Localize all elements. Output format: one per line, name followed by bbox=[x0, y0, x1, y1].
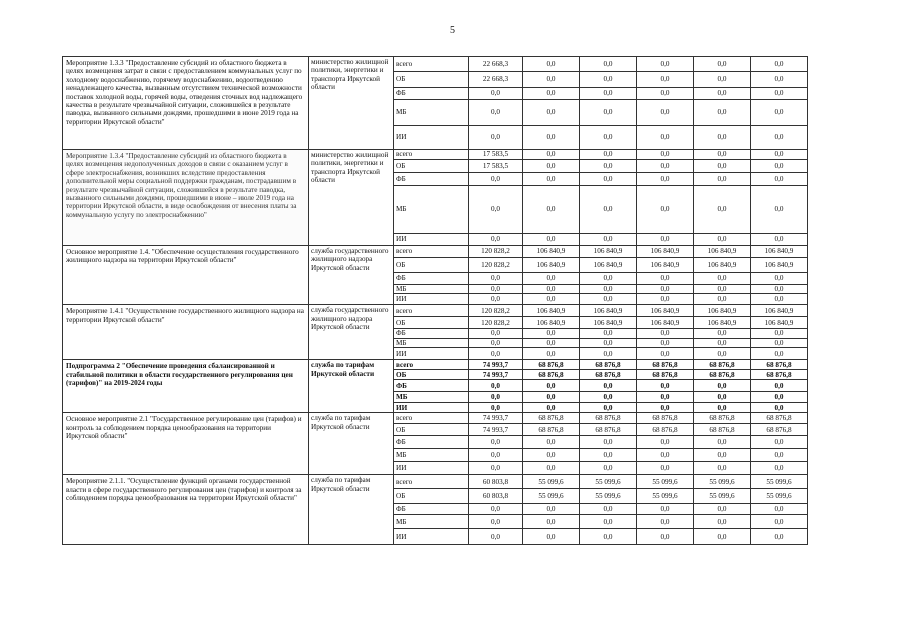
value-cell: 0,0 bbox=[694, 100, 751, 126]
value-cell: 74 993,7 bbox=[469, 370, 523, 380]
table-row bbox=[63, 305, 808, 317]
value-cell: 0,0 bbox=[523, 392, 580, 403]
value-cell: 17 583,5 bbox=[469, 150, 523, 160]
value-cell: 0,0 bbox=[637, 160, 694, 173]
value-cell: 0,0 bbox=[637, 100, 694, 126]
value-cell: 0,0 bbox=[694, 234, 751, 246]
value-cell: 0,0 bbox=[523, 449, 580, 462]
value-cell: 68 876,8 bbox=[580, 413, 637, 424]
value-cell: 106 840,9 bbox=[751, 317, 808, 329]
value-cell: 106 840,9 bbox=[523, 317, 580, 329]
value-cell: 0,0 bbox=[580, 100, 637, 126]
value-cell: 0,0 bbox=[523, 529, 580, 545]
value-cell: 106 840,9 bbox=[694, 258, 751, 273]
value-cell: 0,0 bbox=[469, 436, 523, 449]
value-cell: 120 828,2 bbox=[469, 258, 523, 273]
value-cell: 0,0 bbox=[751, 515, 808, 529]
event-title-cell: Мероприятие 2.1.1. "Осуществление функций органами государственной власти в сфере государственного регулирования цен (тарифов) и контроля за соблюдением порядка ценообразования на территории Иркутской области" bbox=[63, 475, 309, 545]
value-cell: 120 828,2 bbox=[469, 246, 523, 258]
value-cell: 0,0 bbox=[637, 57, 694, 72]
value-cell: 0,0 bbox=[637, 462, 694, 475]
value-cell: 106 840,9 bbox=[637, 305, 694, 317]
value-cell: 0,0 bbox=[523, 348, 580, 360]
value-cell: 0,0 bbox=[523, 57, 580, 72]
value-cell: 0,0 bbox=[751, 88, 808, 100]
value-cell: 0,0 bbox=[469, 504, 523, 515]
value-cell: 0,0 bbox=[751, 338, 808, 347]
value-cell: 106 840,9 bbox=[580, 317, 637, 329]
funding-source-cell: всего bbox=[394, 413, 469, 424]
value-cell: 0,0 bbox=[694, 392, 751, 403]
value-cell: 0,0 bbox=[523, 186, 580, 234]
value-cell: 0,0 bbox=[694, 529, 751, 545]
funding-source-cell: ФБ bbox=[394, 380, 469, 392]
value-cell: 0,0 bbox=[637, 329, 694, 338]
value-cell: 68 876,8 bbox=[523, 370, 580, 380]
event-title-cell: Подпрограмма 2 "Обеспечение проведения сбалансированной и стабильной политики в области государственного регулирования цен (тарифов)" на 2019-2024 годы bbox=[63, 360, 309, 413]
value-cell: 0,0 bbox=[580, 504, 637, 515]
value-cell: 0,0 bbox=[637, 403, 694, 413]
value-cell: 0,0 bbox=[694, 338, 751, 347]
value-cell: 0,0 bbox=[694, 186, 751, 234]
event-title-cell: Мероприятие 1.3.3 "Предоставление субсидий из областного бюджета в целях возмещения затрат в связи с предоставлением коммунальных услуг по холодному водоснабжению, горячему водоснабжению, водоотведению ненадлежащего качества, вызванным отсутствием технической возможности поставок холодной воды, горячей воды, отведения сточных вод надлежащего качества в результате чрезвычайной ситуации, сложившейся в результате паводка, вызванного сильными дождями, прошедшими в июне 2019 года на территории Иркутской области" bbox=[63, 57, 309, 150]
value-cell: 0,0 bbox=[580, 380, 637, 392]
value-cell: 0,0 bbox=[580, 529, 637, 545]
value-cell: 0,0 bbox=[469, 449, 523, 462]
value-cell: 0,0 bbox=[469, 294, 523, 305]
value-cell: 55 099,6 bbox=[523, 475, 580, 489]
value-cell: 0,0 bbox=[751, 234, 808, 246]
value-cell: 68 876,8 bbox=[694, 424, 751, 436]
value-cell: 68 876,8 bbox=[694, 370, 751, 380]
value-cell: 0,0 bbox=[523, 403, 580, 413]
value-cell: 0,0 bbox=[580, 436, 637, 449]
value-cell: 0,0 bbox=[469, 462, 523, 475]
value-cell: 0,0 bbox=[694, 57, 751, 72]
budget-table bbox=[62, 56, 808, 545]
value-cell: 0,0 bbox=[580, 234, 637, 246]
value-cell: 0,0 bbox=[580, 72, 637, 88]
value-cell: 0,0 bbox=[523, 88, 580, 100]
value-cell: 0,0 bbox=[469, 338, 523, 347]
value-cell: 0,0 bbox=[751, 285, 808, 294]
page-number: 5 bbox=[450, 25, 455, 36]
value-cell: 0,0 bbox=[580, 126, 637, 150]
value-cell: 0,0 bbox=[751, 462, 808, 475]
funding-source-cell: ИИ bbox=[394, 403, 469, 413]
value-cell: 0,0 bbox=[751, 173, 808, 186]
value-cell: 0,0 bbox=[637, 348, 694, 360]
value-cell: 55 099,6 bbox=[580, 489, 637, 504]
value-cell: 0,0 bbox=[751, 100, 808, 126]
value-cell: 68 876,8 bbox=[694, 360, 751, 370]
value-cell: 22 668,3 bbox=[469, 72, 523, 88]
executor-cell: служба по тарифам Иркутской области bbox=[309, 360, 394, 413]
value-cell: 55 099,6 bbox=[751, 489, 808, 504]
value-cell: 106 840,9 bbox=[751, 246, 808, 258]
value-cell: 0,0 bbox=[580, 57, 637, 72]
value-cell: 55 099,6 bbox=[694, 475, 751, 489]
funding-source-cell: ОБ bbox=[394, 72, 469, 88]
value-cell: 68 876,8 bbox=[751, 360, 808, 370]
table-row bbox=[63, 246, 808, 258]
executor-cell: служба государственного жилищного надзора Иркутской области bbox=[309, 305, 394, 360]
value-cell: 0,0 bbox=[580, 449, 637, 462]
value-cell: 68 876,8 bbox=[637, 424, 694, 436]
funding-source-cell: МБ bbox=[394, 515, 469, 529]
value-cell: 0,0 bbox=[751, 449, 808, 462]
funding-source-cell: всего bbox=[394, 360, 469, 370]
funding-source-cell: всего bbox=[394, 57, 469, 72]
value-cell: 0,0 bbox=[580, 329, 637, 338]
value-cell: 0,0 bbox=[523, 100, 580, 126]
value-cell: 55 099,6 bbox=[580, 475, 637, 489]
value-cell: 0,0 bbox=[637, 150, 694, 160]
value-cell: 106 840,9 bbox=[523, 305, 580, 317]
value-cell: 0,0 bbox=[580, 338, 637, 347]
funding-source-cell: ИИ bbox=[394, 348, 469, 360]
value-cell: 68 876,8 bbox=[694, 413, 751, 424]
value-cell: 55 099,6 bbox=[637, 489, 694, 504]
value-cell: 0,0 bbox=[694, 449, 751, 462]
funding-source-cell: МБ bbox=[394, 186, 469, 234]
value-cell: 55 099,6 bbox=[751, 475, 808, 489]
value-cell: 68 876,8 bbox=[523, 360, 580, 370]
value-cell: 68 876,8 bbox=[751, 370, 808, 380]
value-cell: 0,0 bbox=[751, 126, 808, 150]
funding-source-cell: ИИ bbox=[394, 294, 469, 305]
funding-source-cell: ОБ bbox=[394, 370, 469, 380]
value-cell: 0,0 bbox=[751, 529, 808, 545]
value-cell: 0,0 bbox=[469, 234, 523, 246]
value-cell: 0,0 bbox=[523, 150, 580, 160]
value-cell: 0,0 bbox=[694, 403, 751, 413]
value-cell: 68 876,8 bbox=[751, 424, 808, 436]
value-cell: 0,0 bbox=[637, 173, 694, 186]
value-cell: 74 993,7 bbox=[469, 424, 523, 436]
value-cell: 0,0 bbox=[751, 186, 808, 234]
value-cell: 0,0 bbox=[523, 234, 580, 246]
value-cell: 0,0 bbox=[751, 329, 808, 338]
value-cell: 106 840,9 bbox=[751, 305, 808, 317]
value-cell: 0,0 bbox=[580, 285, 637, 294]
table-row bbox=[63, 360, 808, 370]
executor-cell: министерство жилищной политики, энергетики и транспорта Иркутской области bbox=[309, 57, 394, 150]
value-cell: 120 828,2 bbox=[469, 317, 523, 329]
value-cell: 68 876,8 bbox=[751, 413, 808, 424]
value-cell: 0,0 bbox=[469, 403, 523, 413]
funding-source-cell: ИИ bbox=[394, 462, 469, 475]
funding-source-cell: ИИ bbox=[394, 529, 469, 545]
funding-source-cell: МБ bbox=[394, 338, 469, 347]
value-cell: 106 840,9 bbox=[523, 258, 580, 273]
value-cell: 0,0 bbox=[694, 294, 751, 305]
value-cell: 0,0 bbox=[694, 329, 751, 338]
value-cell: 74 993,7 bbox=[469, 360, 523, 370]
value-cell: 0,0 bbox=[637, 88, 694, 100]
table-row bbox=[63, 150, 808, 160]
value-cell: 0,0 bbox=[523, 436, 580, 449]
value-cell: 0,0 bbox=[637, 234, 694, 246]
value-cell: 0,0 bbox=[469, 529, 523, 545]
value-cell: 0,0 bbox=[580, 515, 637, 529]
value-cell: 106 840,9 bbox=[751, 258, 808, 273]
value-cell: 0,0 bbox=[469, 273, 523, 285]
value-cell: 0,0 bbox=[751, 273, 808, 285]
value-cell: 0,0 bbox=[523, 273, 580, 285]
value-cell: 106 840,9 bbox=[523, 246, 580, 258]
value-cell: 106 840,9 bbox=[580, 246, 637, 258]
event-title-cell: Основное мероприятие 1.4. "Обеспечение осуществления государственного жилищного надзора на территории Иркутской области" bbox=[63, 246, 309, 305]
value-cell: 106 840,9 bbox=[580, 258, 637, 273]
value-cell: 0,0 bbox=[580, 392, 637, 403]
value-cell: 0,0 bbox=[523, 72, 580, 88]
value-cell: 0,0 bbox=[523, 504, 580, 515]
funding-source-cell: ФБ bbox=[394, 436, 469, 449]
value-cell: 0,0 bbox=[751, 392, 808, 403]
funding-source-cell: ОБ bbox=[394, 160, 469, 173]
value-cell: 106 840,9 bbox=[637, 258, 694, 273]
value-cell: 0,0 bbox=[751, 57, 808, 72]
event-title-cell: Мероприятие 1.4.1 "Осуществление государственного жилищного надзора на территории Иркутской области" bbox=[63, 305, 309, 360]
value-cell: 0,0 bbox=[469, 100, 523, 126]
value-cell: 0,0 bbox=[469, 515, 523, 529]
value-cell: 68 876,8 bbox=[580, 424, 637, 436]
value-cell: 17 583,5 bbox=[469, 160, 523, 173]
value-cell: 0,0 bbox=[637, 338, 694, 347]
value-cell: 0,0 bbox=[523, 160, 580, 173]
value-cell: 0,0 bbox=[523, 285, 580, 294]
value-cell: 0,0 bbox=[637, 436, 694, 449]
value-cell: 0,0 bbox=[523, 338, 580, 347]
value-cell: 68 876,8 bbox=[637, 413, 694, 424]
value-cell: 0,0 bbox=[751, 160, 808, 173]
value-cell: 60 803,8 bbox=[469, 475, 523, 489]
funding-source-cell: ОБ bbox=[394, 258, 469, 273]
value-cell: 0,0 bbox=[637, 529, 694, 545]
value-cell: 0,0 bbox=[637, 449, 694, 462]
value-cell: 0,0 bbox=[694, 150, 751, 160]
value-cell: 106 840,9 bbox=[637, 246, 694, 258]
value-cell: 106 840,9 bbox=[637, 317, 694, 329]
funding-source-cell: МБ bbox=[394, 392, 469, 403]
value-cell: 0,0 bbox=[694, 348, 751, 360]
value-cell: 0,0 bbox=[580, 160, 637, 173]
value-cell: 0,0 bbox=[751, 403, 808, 413]
value-cell: 22 668,3 bbox=[469, 57, 523, 72]
value-cell: 0,0 bbox=[523, 380, 580, 392]
value-cell: 68 876,8 bbox=[523, 413, 580, 424]
value-cell: 0,0 bbox=[637, 392, 694, 403]
value-cell: 0,0 bbox=[580, 348, 637, 360]
value-cell: 55 099,6 bbox=[523, 489, 580, 504]
value-cell: 0,0 bbox=[694, 462, 751, 475]
executor-cell: служба по тарифам Иркутской области bbox=[309, 413, 394, 475]
value-cell: 0,0 bbox=[694, 515, 751, 529]
value-cell: 68 876,8 bbox=[637, 370, 694, 380]
executor-cell: служба по тарифам Иркутской области bbox=[309, 475, 394, 545]
value-cell: 60 803,8 bbox=[469, 489, 523, 504]
funding-source-cell: всего bbox=[394, 150, 469, 160]
value-cell: 0,0 bbox=[751, 72, 808, 88]
value-cell: 55 099,6 bbox=[637, 475, 694, 489]
executor-cell: министерство жилищной политики, энергетики и транспорта Иркутской области bbox=[309, 150, 394, 246]
value-cell: 106 840,9 bbox=[694, 305, 751, 317]
value-cell: 106 840,9 bbox=[694, 246, 751, 258]
value-cell: 0,0 bbox=[694, 173, 751, 186]
value-cell: 0,0 bbox=[637, 273, 694, 285]
funding-source-cell: ФБ bbox=[394, 88, 469, 100]
value-cell: 68 876,8 bbox=[637, 360, 694, 370]
value-cell: 0,0 bbox=[694, 436, 751, 449]
value-cell: 106 840,9 bbox=[580, 305, 637, 317]
executor-cell: служба государственного жилищного надзора Иркутской области bbox=[309, 246, 394, 305]
funding-source-cell: ИИ bbox=[394, 234, 469, 246]
value-cell: 0,0 bbox=[580, 173, 637, 186]
value-cell: 0,0 bbox=[580, 150, 637, 160]
value-cell: 0,0 bbox=[469, 329, 523, 338]
value-cell: 0,0 bbox=[694, 504, 751, 515]
table-row bbox=[63, 413, 808, 424]
value-cell: 0,0 bbox=[469, 285, 523, 294]
value-cell: 0,0 bbox=[469, 380, 523, 392]
value-cell: 0,0 bbox=[580, 273, 637, 285]
value-cell: 0,0 bbox=[469, 173, 523, 186]
value-cell: 120 828,2 bbox=[469, 305, 523, 317]
value-cell: 0,0 bbox=[580, 403, 637, 413]
value-cell: 0,0 bbox=[694, 160, 751, 173]
value-cell: 0,0 bbox=[694, 72, 751, 88]
value-cell: 0,0 bbox=[469, 392, 523, 403]
funding-source-cell: МБ bbox=[394, 285, 469, 294]
table-row bbox=[63, 475, 808, 489]
value-cell: 0,0 bbox=[523, 126, 580, 150]
funding-source-cell: ФБ bbox=[394, 173, 469, 186]
value-cell: 0,0 bbox=[580, 294, 637, 305]
value-cell: 0,0 bbox=[637, 126, 694, 150]
value-cell: 0,0 bbox=[637, 294, 694, 305]
value-cell: 0,0 bbox=[523, 173, 580, 186]
event-title-cell: Основное мероприятие 2.1 "Государственное регулирование цен (тарифов) и контроль за соблюдением порядка ценообразования на территории Иркутской области" bbox=[63, 413, 309, 475]
funding-source-cell: всего bbox=[394, 305, 469, 317]
value-cell: 0,0 bbox=[469, 348, 523, 360]
funding-source-cell: ОБ bbox=[394, 317, 469, 329]
funding-source-cell: всего bbox=[394, 246, 469, 258]
funding-source-cell: всего bbox=[394, 475, 469, 489]
funding-source-cell: ФБ bbox=[394, 504, 469, 515]
value-cell: 0,0 bbox=[637, 504, 694, 515]
value-cell: 0,0 bbox=[637, 186, 694, 234]
value-cell: 0,0 bbox=[469, 186, 523, 234]
value-cell: 0,0 bbox=[637, 380, 694, 392]
value-cell: 0,0 bbox=[751, 348, 808, 360]
value-cell: 0,0 bbox=[751, 150, 808, 160]
value-cell: 0,0 bbox=[751, 504, 808, 515]
funding-source-cell: МБ bbox=[394, 449, 469, 462]
funding-source-cell: ИИ bbox=[394, 126, 469, 150]
value-cell: 68 876,8 bbox=[580, 360, 637, 370]
value-cell: 0,0 bbox=[469, 88, 523, 100]
value-cell: 0,0 bbox=[694, 380, 751, 392]
funding-source-cell: МБ bbox=[394, 100, 469, 126]
event-title-cell: Мероприятие 1.3.4 "Предоставление субсидий из областного бюджета в целях возмещения недополученных доходов в связи с оказанием услуг в сфере электроснабжения, возникших вследствие предоставления дополнительной меры социальной поддержки гражданам, пострадавшим в результате чрезвычайной ситуации, сложившейся в результате паводка, вызванного сильными дождями, прошедшими в июне – июле 2019 года на территории Иркутской области, в виде освобождения от внесения платы за коммунальную услугу по электроснабжению" bbox=[63, 150, 309, 246]
value-cell: 0,0 bbox=[469, 126, 523, 150]
value-cell: 0,0 bbox=[694, 88, 751, 100]
value-cell: 74 993,7 bbox=[469, 413, 523, 424]
value-cell: 0,0 bbox=[523, 329, 580, 338]
value-cell: 0,0 bbox=[523, 294, 580, 305]
value-cell: 0,0 bbox=[637, 72, 694, 88]
value-cell: 68 876,8 bbox=[580, 370, 637, 380]
value-cell: 106 840,9 bbox=[694, 317, 751, 329]
value-cell: 0,0 bbox=[751, 294, 808, 305]
table-row bbox=[63, 57, 808, 72]
funding-source-cell: ОБ bbox=[394, 424, 469, 436]
value-cell: 0,0 bbox=[580, 462, 637, 475]
value-cell: 0,0 bbox=[523, 515, 580, 529]
value-cell: 0,0 bbox=[694, 285, 751, 294]
value-cell: 0,0 bbox=[637, 515, 694, 529]
value-cell: 0,0 bbox=[580, 88, 637, 100]
value-cell: 0,0 bbox=[751, 436, 808, 449]
funding-source-cell: ФБ bbox=[394, 273, 469, 285]
value-cell: 0,0 bbox=[523, 462, 580, 475]
value-cell: 55 099,6 bbox=[694, 489, 751, 504]
funding-source-cell: ОБ bbox=[394, 489, 469, 504]
value-cell: 0,0 bbox=[751, 380, 808, 392]
value-cell: 0,0 bbox=[637, 285, 694, 294]
value-cell: 68 876,8 bbox=[523, 424, 580, 436]
funding-source-cell: ФБ bbox=[394, 329, 469, 338]
value-cell: 0,0 bbox=[694, 126, 751, 150]
value-cell: 0,0 bbox=[694, 273, 751, 285]
value-cell: 0,0 bbox=[580, 186, 637, 234]
